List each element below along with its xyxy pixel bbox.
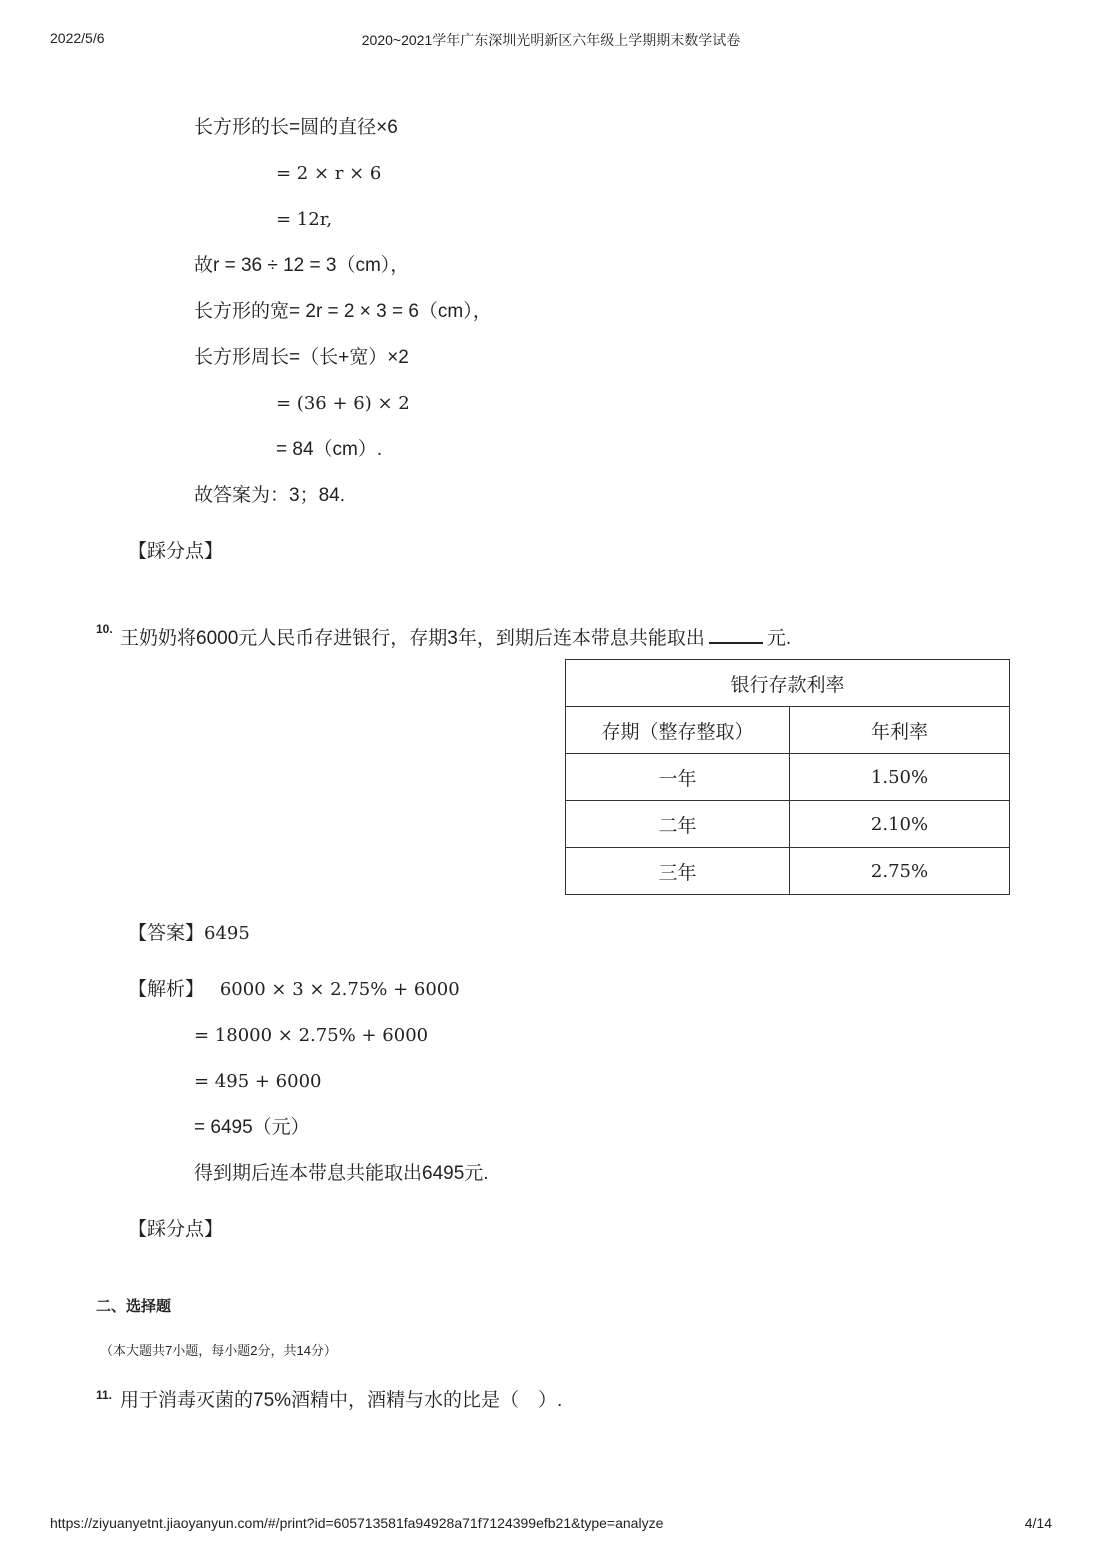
q10-analysis-line-4: = 6495（元）	[194, 1117, 310, 1138]
q10-analysis-conclusion: 得到期后连本带息共能取出6495元.	[194, 1163, 489, 1184]
table-row	[566, 754, 1010, 801]
analysis-label: 【解析】	[128, 979, 205, 1000]
answer-value: 6495	[204, 923, 250, 944]
interest-rate-table	[565, 659, 1010, 895]
q11-number: 11.	[96, 1388, 113, 1402]
q10-analysis-line-3: = 495 + 6000	[194, 1071, 322, 1092]
q10-answer	[128, 922, 250, 946]
document-title: 2020~2021学年广东深圳光明新区六年级上学期期末数学试卷	[361, 32, 741, 48]
q9-solution-line-5: 长方形的宽= 2r = 2 × 3 = 6（cm），	[194, 301, 492, 322]
q10-number: 10.	[96, 622, 113, 636]
table-cell-rate: 2.10%	[790, 801, 1010, 848]
q9-solution-line-7: = (36 + 6) × 2	[276, 393, 410, 414]
answer-label: 【答案】	[128, 923, 205, 944]
q11-question: 用于消毒灭菌的75%酒精中，酒精与水的比是（ ）.	[120, 1390, 563, 1411]
section-heading: 二、选择题	[96, 1298, 172, 1315]
q9-solution-line-6: 长方形周长=（长+宽）×2	[194, 347, 409, 368]
q9-solution-line-4: 故r = 36 ÷ 12 = 3（cm），	[194, 255, 410, 276]
page-number: 4/14	[1024, 1515, 1052, 1531]
q10-answer-blank[interactable]	[709, 624, 763, 644]
q10-text-after: 元.	[766, 628, 792, 649]
q10-analysis-line-2: = 18000 × 2.75% + 6000	[194, 1025, 429, 1046]
table-row	[566, 801, 1010, 848]
table-row	[566, 848, 1010, 895]
table-cell-rate: 1.50%	[790, 754, 1010, 801]
print-date: 2022/5/6	[50, 30, 105, 46]
q9-answer-line: 故答案为：3；84.	[194, 485, 345, 506]
table-title: 银行存款利率	[566, 660, 1010, 707]
table-cell-term: 二年	[566, 801, 790, 848]
q9-solution-line-1: 长方形的长=圆的直径×6	[194, 117, 398, 138]
analysis-expression: 6000 × 3 × 2.75% + 6000	[219, 979, 460, 1000]
q10-points-label: 【踩分点】	[128, 1219, 224, 1240]
table-header-term: 存期（整存整取）	[566, 707, 790, 754]
section-note: （本大题共7小题，每小题2分，共14分）	[100, 1343, 337, 1358]
q10-question	[120, 624, 791, 651]
q9-solution-line-3: = 12r,	[276, 209, 333, 230]
table-cell-term: 三年	[566, 848, 790, 895]
footer-url: https://ziyuanyetnt.jiaoyanyun.com/#/print?id=605713581fa94928a71f7124399efb21&type=analyze	[50, 1515, 664, 1531]
q10-analysis-line-1	[128, 978, 460, 1002]
table-cell-term: 一年	[566, 754, 790, 801]
q9-points-label: 【踩分点】	[128, 541, 224, 562]
table-cell-rate: 2.75%	[790, 848, 1010, 895]
q9-solution-line-8: = 84（cm）.	[276, 439, 383, 460]
table-header-rate: 年利率	[790, 707, 1010, 754]
q10-text-before: 王奶奶将6000元人民币存进银行，存期3年，到期后连本带息共能取出	[120, 628, 705, 649]
q9-solution-line-2: = 2 × r × 6	[276, 163, 382, 184]
